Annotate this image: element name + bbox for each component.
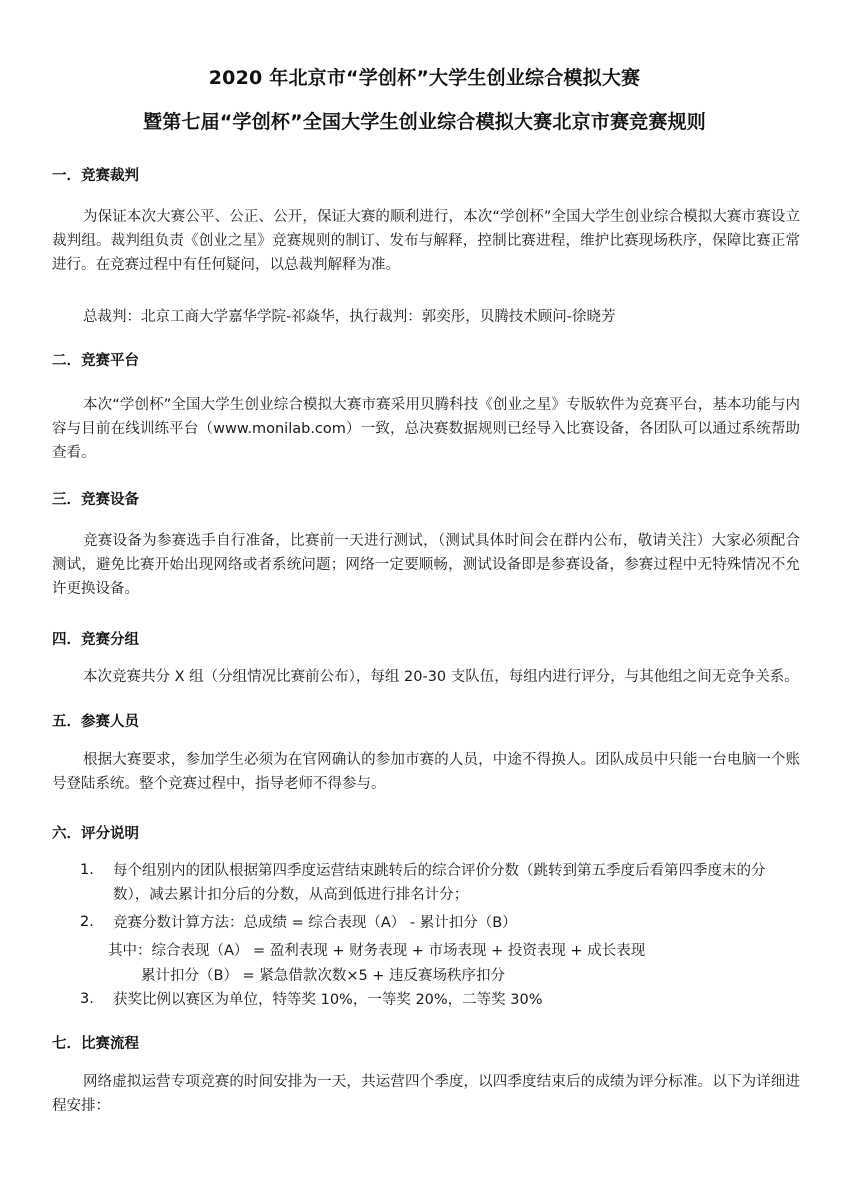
section-heading-process: 七．比赛流程 bbox=[52, 1036, 139, 1052]
document-title-line1: 2020 年北京市“学创杯”大学生创业综合模拟大赛 bbox=[208, 67, 641, 89]
scoring-formula-b: 累计扣分（B） = 紧急借款次数×5 + 违反赛场秩序扣分 bbox=[141, 968, 506, 984]
section-heading-equipment: 三．竞赛设备 bbox=[52, 492, 139, 508]
list-item: 获奖比例以赛区为单位，特等奖 10%，一等奖 20%，二等奖 30% bbox=[113, 992, 543, 1008]
section-heading-scoring: 六．评分说明 bbox=[52, 826, 139, 842]
section-paragraph-participants: 根据大赛要求，参加学生必须为在官网确认的参加市赛的人员，中途不得换人。团队成员中只能一台电脑一个账号登陆系统。整个竞赛过程中，指导老师不得参与。 bbox=[52, 752, 800, 792]
scoring-formula-a: 其中：综合表现（A） = 盈利表现 + 财务表现 + 市场表现 + 投资表现 + 成长表现 bbox=[108, 943, 646, 959]
list-item: 竞赛分数计算方法：总成绩 = 综合表现（A） - 累计扣分（B） bbox=[113, 915, 517, 931]
section-heading-platform: 二．竞赛平台 bbox=[52, 353, 139, 369]
section-heading-referee: 一．竞赛裁判 bbox=[52, 168, 139, 184]
section-heading-grouping: 四．竞赛分组 bbox=[52, 632, 139, 648]
section-paragraph-referee: 为保证本次大赛公平、公正、公开，保证大赛的顺利进行，本次“学创杯”全国大学生创业综合模拟大赛市赛设立裁判组。裁判组负责《创业之星》竞赛规则的制订、发布与解释，控制比赛进程，维护比赛现场秩序，保障比赛正常进行。在竞赛过程中有任何疑问，以总裁判解释为准。 bbox=[52, 209, 800, 273]
section-paragraph-equipment: 竞赛设备为参赛选手自行准备，比赛前一天进行测试，（测试具体时间会在群内公布，敬请关注）大家必须配合测试，避免比赛开始出现网络或者系统问题；网络一定要顺畅，测试设备即是参赛设备，参赛过程中无特殊情况不允许更换设备。 bbox=[52, 533, 800, 597]
list-item-number: 3. bbox=[80, 991, 94, 1007]
section-paragraph-process: 网络虚拟运营专项竞赛的时间安排为一天，共运营四个季度，以四季度结束后的成绩为评分标准。以下为详细进程安排： bbox=[52, 1074, 800, 1114]
list-item-number: 2. bbox=[80, 914, 94, 930]
referee-names: 总裁判：北京工商大学嘉华学院-祁焱华，执行裁判：郭奕彤，贝腾技术顾问-徐晓芳 bbox=[83, 309, 616, 325]
list-item: 每个组别内的团队根据第四季度运营结束跳转后的综合评价分数（跳转到第五季度后看第四季度末的分数），减去累计扣分后的分数，从高到低进行排名计分； bbox=[113, 863, 766, 903]
document-title-line2: 暨第七届“学创杯”全国大学生创业综合模拟大赛北京市赛竞赛规则 bbox=[143, 111, 706, 133]
section-paragraph-grouping: 本次竞赛共分 X 组（分组情况比赛前公布），每组 20-30 支队伍，每组内进行评分，与其他组之间无竞争关系。 bbox=[83, 669, 799, 685]
list-item-number: 1. bbox=[80, 862, 94, 878]
section-paragraph-platform: 本次“学创杯”全国大学生创业综合模拟大赛市赛采用贝腾科技《创业之星》专版软件为竞赛平台，基本功能与内容与目前在线训练平台（www.monilab.com）一致，总决赛数据规则已经导入比赛设备，各团队可以通过系统帮助查看。 bbox=[52, 397, 800, 461]
section-heading-participants: 五．参赛人员 bbox=[52, 714, 139, 730]
